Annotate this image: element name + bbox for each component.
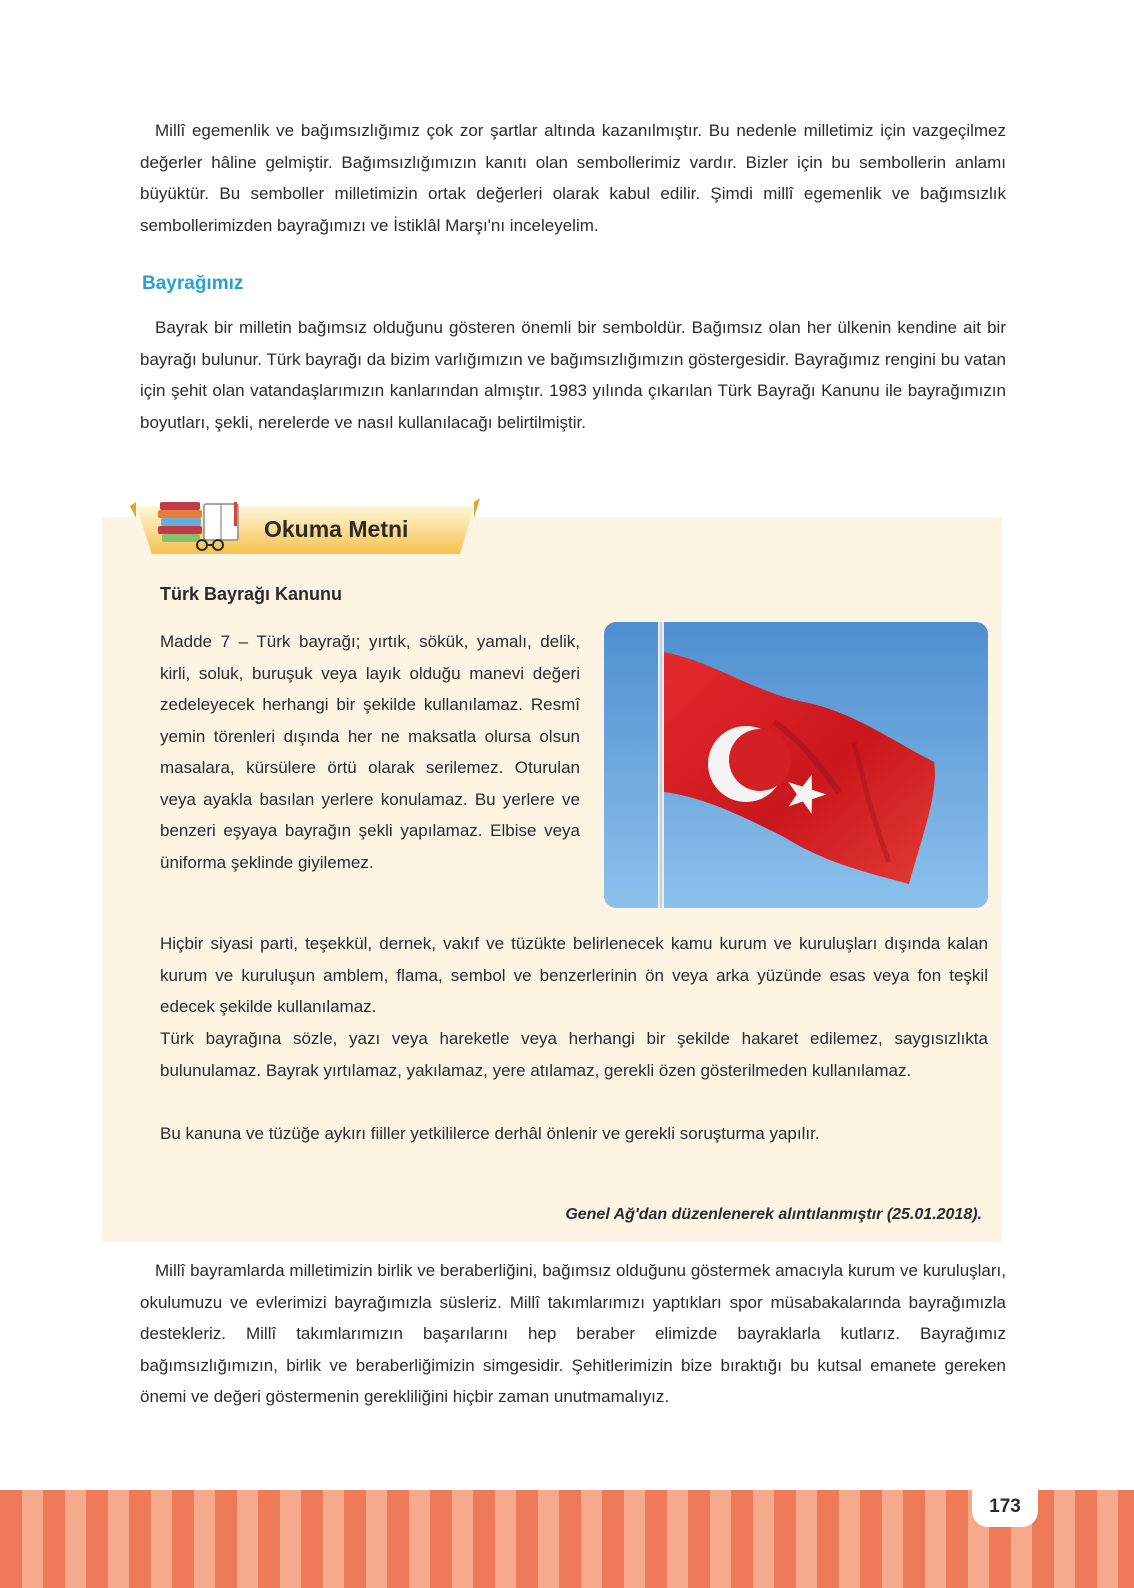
page-number: 173 bbox=[972, 1487, 1038, 1527]
bayrak-paragraph: Bayrak bir milletin bağımsız olduğunu gösteren önemli bir semboldür. Bağımsız olan her ülkenin kendine ait bir bayrağı bulunur. Türk bayrağı da bizim varlığımızın ve bağımsızlığımızın göstergesidir. Bayrağımız rengini bu vatan için şehit olan vatandaşlarımızın kanlarından almıştır. 1983 yılında çıkarılan Türk Bayrağı Kanunu ile bayrağımızın boyutları, şekli, nerelerde ve nasıl kullanılacağı belirtilmiştir. bbox=[140, 318, 1006, 432]
footer-stripes bbox=[0, 1490, 1134, 1588]
closing-paragraph: Millî bayramlarda milletimizin birlik ve beraberliğini, bağımsız olduğunu göstermek amacıyla kurum ve kuruluşları, okulumuzu ve evlerimizi bayrağımızla süsleriz. Millî takımlarımızı yaptıkları spor müsabakalarında bayrağımızla destekleriz. Millî takımlarımızın başarılarını hep beraber elimizde bayraklarla kutlarız. Bayrağımız bağımsızlığımızın, birlik ve beraberliğimizin simgesidir. Şehitlerimizin bize bıraktığı bu kutsal emanete gereken önemi ve değeri göstermenin gerekliliğini hiçbir zaman unutmamalıyız. bbox=[140, 1261, 1006, 1406]
reading-label: Okuma Metni bbox=[264, 516, 409, 542]
intro-paragraph: Millî egemenlik ve bağımsızlığımız çok zor şartlar altında kazanılmıştır. Bu nedenle milletimiz için vazgeçilmez değerler hâline gelmiştir. Bağımsızlığımızın kanıtı olan sembollerimiz vardır. Bizler için bu sembollerin anlamı büyüktür. Bu semboller milletimizin ortak değerleri olarak kabul edilir. Şimdi millî egemenlik ve bağımsızlık sembollerimizden bayrağımızı ve İstiklâl Marşı'nı inceleyelim. bbox=[140, 121, 1006, 235]
reading-paragraph-madde: Madde 7 – Türk bayrağı; yırtık, sökük, yamalı, delik, kirli, soluk, buruşuk veya layık olduğu manevi değeri zedeleyecek herhangi bir şekilde kullanılamaz. Resmî yemin törenleri dışında her ne maksatla olursa olsun masalara, kürsülere örtü olarak serilemez. Oturulan veya ayakla basılan yerlere konulamaz. Bu yerlere ve benzeri eşyaya bayrağın şekli yapılamaz. Elbise veya üniforma şeklinde giyilemez. bbox=[160, 632, 580, 872]
source-citation: Genel Ağ'dan düzenlenerek alıntılanmıştır (25.01.2018). bbox=[565, 1206, 982, 1223]
reading-paragraph-3: Türk bayrağına sözle, yazı veya hareketle veya herhangi bir şekilde hakaret edilemez, saygısızlıkta bulunulamaz. Bayrak yırtılamaz, yakılamaz, yere atılamaz, gerekli özen gösterilmeden kullanılamaz. bbox=[160, 1029, 988, 1080]
law-title: Türk Bayrağı Kanunu bbox=[160, 584, 343, 604]
section-heading: Bayrağımız bbox=[142, 273, 244, 294]
reading-paragraph-4: Bu kanuna ve tüzüğe aykırı fiiller yetkililerce derhâl önlenir ve gerekli soruşturma yapılır. bbox=[160, 1124, 820, 1143]
turkish-flag-photo bbox=[604, 622, 988, 908]
reading-paragraph-2: Hiçbir siyasi parti, teşekkül, dernek, vakıf ve tüzükte belirlenecek kamu kurum ve kuruluşları dışında kalan kurum ve kuruluşun amblem, flama, sembol ve benzerlerinin ön veya arka yüzünde esas veya fon teşkil edecek şekilde kullanılamaz. bbox=[160, 934, 988, 1016]
